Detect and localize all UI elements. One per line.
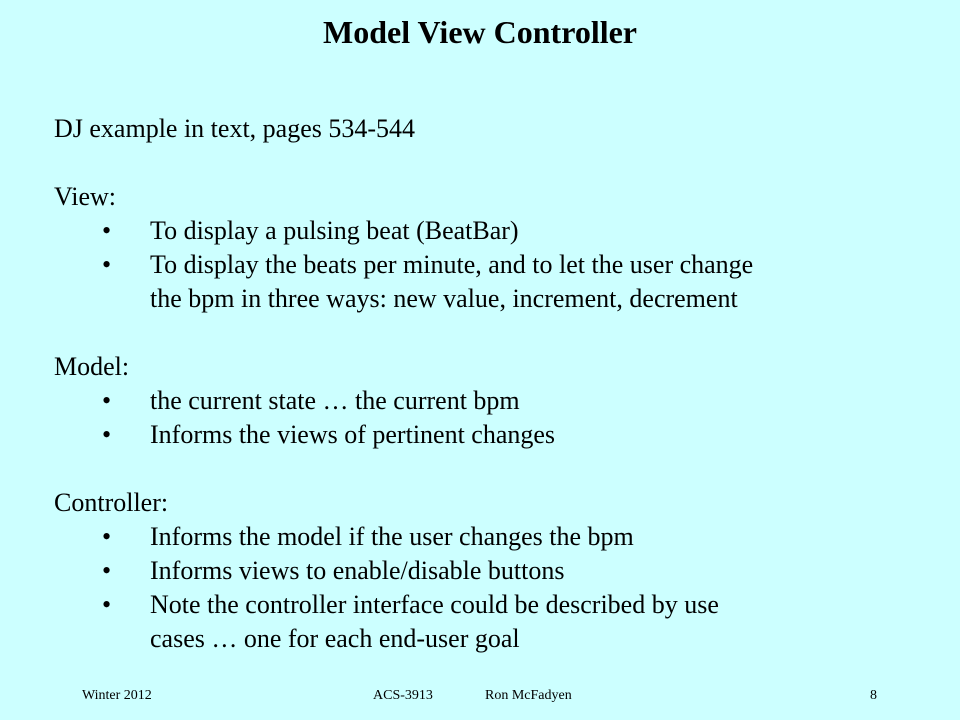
bullet-text: cases … one for each end-user goal bbox=[150, 624, 520, 653]
bullet-text: the bpm in three ways: new value, increment, decrement bbox=[150, 284, 738, 313]
list-item bbox=[54, 554, 934, 588]
bullet-icon: • bbox=[102, 556, 112, 585]
controller-bullet-list bbox=[54, 520, 934, 656]
list-item bbox=[54, 214, 934, 248]
bullet-text: Informs the model if the user changes the bpm bbox=[150, 522, 634, 551]
bullet-icon: • bbox=[102, 386, 112, 415]
bullet-text: To display the beats per minute, and to let the user change bbox=[150, 250, 754, 279]
section-heading-controller: Controller: bbox=[54, 488, 169, 517]
slide-body bbox=[54, 112, 934, 656]
slide-title: Model View Controller bbox=[322, 14, 637, 50]
footer-course: ACS-3913 bbox=[373, 688, 433, 703]
bullet-icon: • bbox=[102, 250, 112, 279]
page-number: 8 bbox=[870, 688, 877, 703]
spacer bbox=[54, 452, 934, 486]
bullet-text: Informs views to enable/disable buttons bbox=[150, 556, 565, 585]
bullet-text: Note the controller interface could be described by use bbox=[150, 590, 719, 619]
view-bullet-list bbox=[54, 214, 934, 316]
footer-date: Winter 2012 bbox=[82, 688, 152, 703]
section-heading-model: Model: bbox=[54, 352, 130, 381]
list-item-continuation bbox=[54, 282, 934, 316]
intro-text: DJ example in text, pages 534-544 bbox=[54, 114, 416, 143]
list-item bbox=[54, 418, 934, 452]
bullet-text: Informs the views of pertinent changes bbox=[150, 420, 556, 449]
slide-footer bbox=[0, 686, 960, 706]
bullet-icon: • bbox=[102, 216, 112, 245]
bullet-icon: • bbox=[102, 522, 112, 551]
bullet-text: the current state … the current bpm bbox=[150, 386, 520, 415]
list-item bbox=[54, 384, 934, 418]
footer-author: Ron McFadyen bbox=[485, 688, 572, 703]
model-bullet-list bbox=[54, 384, 934, 452]
bullet-text: To display a pulsing beat (BeatBar) bbox=[150, 216, 519, 245]
section-heading-view: View: bbox=[54, 182, 116, 211]
spacer bbox=[54, 146, 934, 180]
list-item bbox=[54, 248, 934, 282]
list-item bbox=[54, 588, 934, 622]
list-item-continuation bbox=[54, 622, 934, 656]
bullet-icon: • bbox=[102, 420, 112, 449]
list-item bbox=[54, 520, 934, 554]
bullet-icon: • bbox=[102, 590, 112, 619]
spacer bbox=[54, 316, 934, 350]
